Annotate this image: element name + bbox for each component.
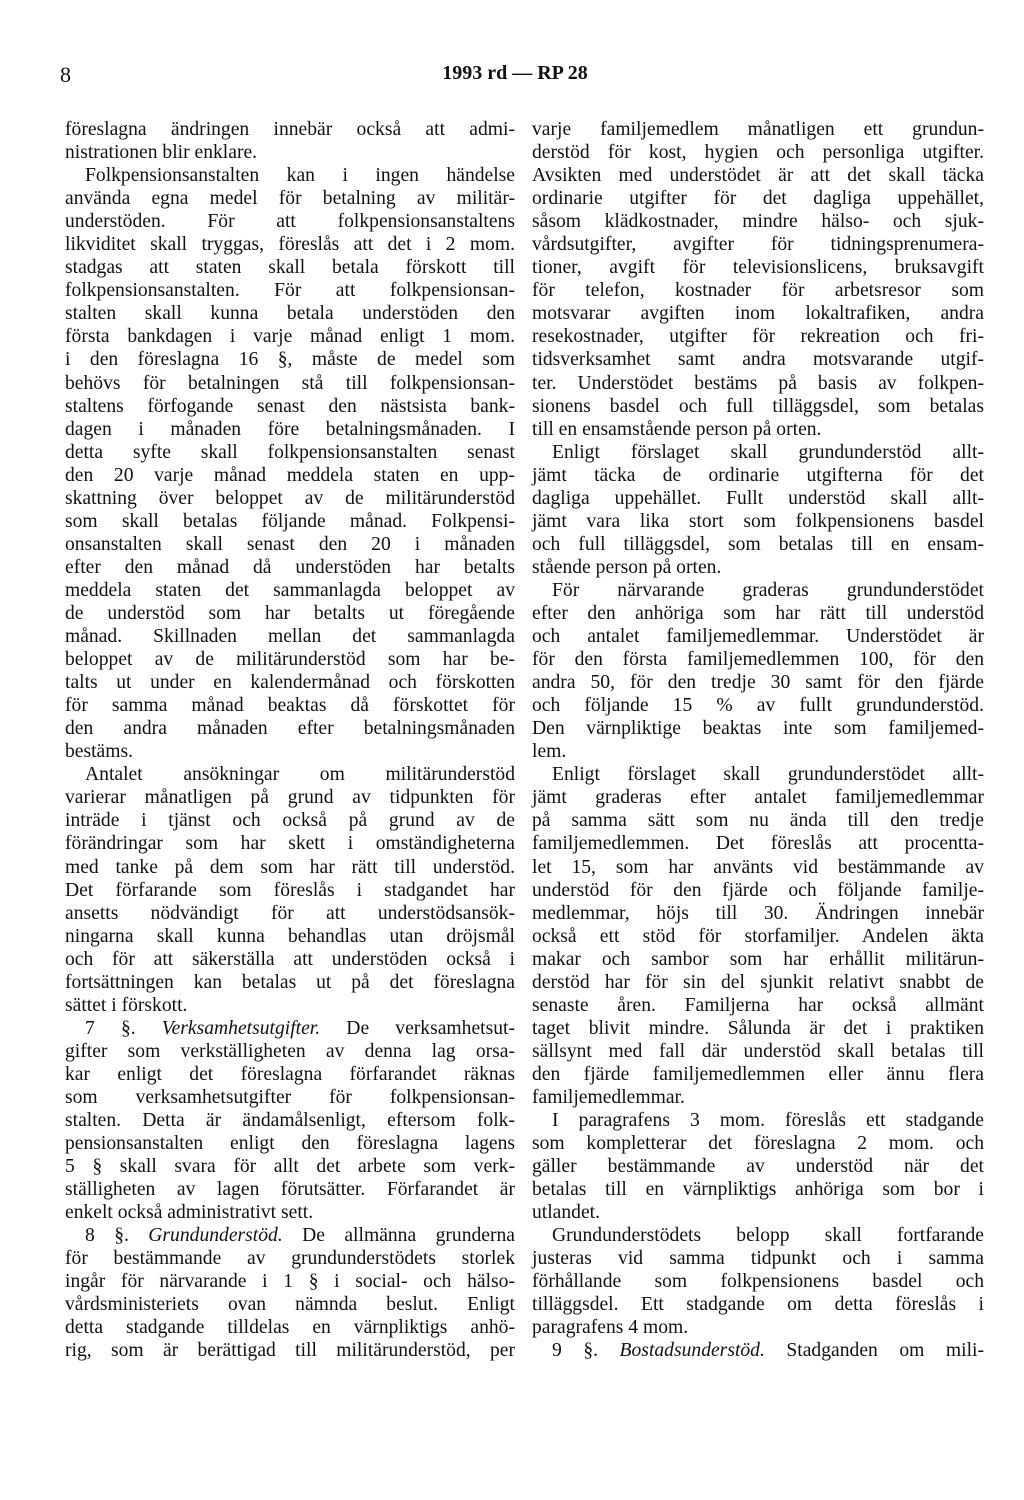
text-line: medlemmar, höjs till 30. Ändringen innebär (532, 902, 984, 924)
text-line: vårdsministeriets ovan nämnda beslut. Enligt (65, 1294, 515, 1316)
text-line: föreslagna ändringen innebär också att admi- (65, 119, 515, 140)
text-line: tidsverksamhet samt andra motsvarande utgif- (532, 349, 984, 371)
text-line: jämt graderas efter antalet familjemedlemmar (532, 787, 984, 809)
text-line: och full tilläggsdel, som betalas till en ensam- (532, 533, 984, 555)
text-line: sällsynt med fall där understöd skall betalas till (532, 1040, 984, 1062)
text-line: och följande 15 % av fullt grundunderstöd. (532, 695, 984, 717)
text-line: 5 § skall svara för allt det arbete som verk- (65, 1156, 515, 1178)
text-line: kar enligt det föreslagna förfarandet räknas (65, 1063, 515, 1085)
text-line: let 15, som har använts vid bestämmande av (532, 856, 984, 878)
text-line: familjemedlemmen. Det föreslås att procentta- (532, 833, 984, 855)
text-line: understöd för den fjärde och följande familje- (532, 879, 984, 901)
text-line: Den värnpliktige beaktas inte som familjemed- (532, 718, 984, 740)
text-line: staltens förfogande senast den nästsista bank- (65, 395, 515, 417)
text-line: gifter som verkställigheten av denna lag orsa- (65, 1040, 515, 1062)
text-line: understöden. För att folkpensionsanstaltens (65, 211, 515, 233)
text-line: till en ensamstående person på orten. (532, 418, 822, 440)
text-line: behövs för betalningen stå till folkpensionsan- (65, 372, 515, 394)
text-line: ansetts nödvändigt för att understödsansök- (65, 902, 515, 924)
text-line: efter den månad då understöden har betalts (65, 556, 515, 578)
text-line: derstöd har för sin del sjunkit relativt snabbt de (532, 971, 984, 993)
text-line: förhållande som folkpensionens basdel och (532, 1271, 984, 1293)
text-line: ställigheten av lagen förutsätter. Förfarandet är (65, 1179, 515, 1201)
text-line: rig, som är berättigad till militärunderstöd, per (65, 1340, 515, 1362)
text-line: justeras vid samma tidpunkt och i samma (532, 1248, 984, 1270)
text-line: den andra månaden efter betalningsmånaden (65, 718, 515, 740)
page-header (60, 62, 970, 92)
text-line: resekostnader, utgifter för rekreation och fri- (532, 326, 984, 348)
left-column (65, 118, 515, 1363)
text-line: detta stadgande tilldelas en värnpliktigs anhö- (65, 1317, 515, 1339)
text-line: gäller bestämmande av understöd när det (532, 1156, 984, 1178)
text-line: folkpensionsanstalten. För att folkpensionsan- (65, 280, 515, 302)
text-line: stalten. Detta är ändamålsenligt, eftersom folk- (65, 1110, 515, 1132)
text-line: Grundunderstödets belopp skall fortfarande (552, 1225, 984, 1247)
text-line: utlandet. (532, 1202, 601, 1224)
text-line: månad. Skillnaden mellan det sammanlagda (65, 626, 515, 648)
text-line: såsom klädkostnader, mindre hälso- och sjuk- (532, 211, 984, 233)
text-line: familjemedlemmar. (532, 1086, 685, 1108)
line-text: De verksamhetsut- (320, 1017, 515, 1039)
text-line: betalas till en värnpliktigs anhöriga som bor i (532, 1179, 984, 1201)
text-line: andra 50, för den tredje 30 samt för den fjärde (532, 672, 984, 694)
text-line: pensionsanstalten enligt den föreslagna lagens (65, 1133, 515, 1155)
text-line: i den föreslagna 16 §, måste de medel som (65, 349, 515, 371)
text-line: paragrafens 4 mom. (532, 1317, 689, 1339)
text-line: ordinarie utgifter för det dagliga uppehället, (532, 188, 984, 210)
text-line: sionens basdel och full tilläggsdel, som betalas (532, 395, 984, 417)
text-line: Enligt förslaget skall grundunderstödet allt- (552, 764, 984, 786)
section-number: 9 §. (552, 1340, 620, 1362)
section-heading: Grundunderstöd. (148, 1225, 283, 1247)
line-text: Stadganden om mili- (764, 1340, 984, 1362)
text-line: för telefon, kostnader för arbetsresor som (532, 280, 984, 302)
text-line: lem. (532, 741, 567, 763)
text-line: meddela staten det sammanlagda beloppet av (65, 579, 515, 601)
text-line: motsvarar avgiften inom lokaltrafiken, andra (532, 303, 984, 325)
text-line: fortsättningen kan betalas ut på det föreslagna (65, 971, 515, 993)
text-line: första bankdagen i varje månad enligt 1 mom. (65, 326, 515, 348)
running-head: 1993 rd — RP 28 (442, 62, 588, 84)
section-number: 8 §. (85, 1225, 149, 1247)
text-line: stalten skall kunna betala understöden den (65, 303, 515, 325)
text-line: förändringar som har skett i omständigheterna (65, 833, 515, 855)
text-line: ingår för närvarande i 1 § i social- och hälso- (65, 1271, 515, 1293)
text-line: som kompletterar det föreslagna 2 mom. och (532, 1133, 984, 1155)
text-line: taget blivit mindre. Sålunda är det i praktiken (532, 1017, 984, 1039)
text-line: enkelt också administrativt sett. (65, 1202, 314, 1224)
text-line: på samma sätt som nu ända till den tredje (532, 810, 984, 832)
line-text: De allmänna grunderna (282, 1225, 515, 1247)
text-line: vårdsutgifter, avgifter för tidningsprenumera- (532, 234, 984, 256)
section-number: 7 §. (85, 1017, 162, 1039)
text-line: som skall betalas följande månad. Folkpensi- (65, 510, 515, 532)
text-line: makar och sambor som har erhållit militärun- (532, 948, 984, 970)
text-line: och antalet familjemedlemmar. Understödet är (532, 626, 984, 648)
text-line: dagen i månaden före betalningsmånaden. I (65, 418, 515, 440)
text-line: beloppet av de militärunderstöd som har be- (65, 649, 515, 671)
text-line: likviditet skall tryggas, föreslås att det i 2 mom. (65, 234, 515, 256)
text-line: nistrationen blir enklare. (65, 142, 258, 164)
text-line: ningarna skall kunna behandlas utan dröjsmål (65, 925, 515, 947)
section-heading: Verksamhetsutgifter. (161, 1017, 321, 1039)
text-line: för bestämmande av grundunderstödets storlek (65, 1248, 515, 1270)
text-line: med tanke på dem som har rätt till understöd. (65, 856, 515, 878)
text-line: och för att säkerställa att understöden också i (65, 948, 515, 970)
text-line: jämt vara lika stort som folkpensionens basdel (532, 510, 984, 532)
text-line: den fjärde familjemedlemmen eller ännu flera (532, 1063, 984, 1085)
text-line: skattning över beloppet av de militärunderstöd (65, 487, 515, 509)
right-column (532, 118, 984, 1363)
text-line: de understöd som har betalts ut föregående (65, 602, 515, 624)
text-line: derstöd för kost, hygien och personliga utgifter. (532, 142, 984, 164)
text-line (65, 1224, 515, 1247)
text-line: I paragrafens 3 mom. föreslås ett stadgande (552, 1110, 984, 1132)
text-line: för samma månad beaktas då förskottet för (65, 695, 515, 717)
text-line: också ett stöd för storfamiljer. Andelen äkta (532, 925, 984, 947)
text-line: dagliga uppehället. Fullt understöd skall allt- (532, 487, 984, 509)
text-line: Antalet ansökningar om militärunderstöd (85, 764, 515, 786)
text-line: jämt täcka de ordinarie utgifterna för det (532, 464, 984, 486)
page-number: 8 (60, 62, 71, 87)
text-line: efter den anhöriga som har rätt till understöd (532, 602, 984, 624)
text-line: tioner, avgift för televisionslicens, bruksavgift (532, 257, 984, 279)
text-line: ter. Understödet bestäms på basis av folkpen- (532, 372, 984, 394)
text-line: bestäms. (65, 741, 134, 763)
text-line: tilläggsdel. Ett stadgande om detta föreslås i (532, 1294, 984, 1316)
text-line: Enligt förslaget skall grundunderstöd allt- (552, 441, 984, 463)
text-line: stående person på orten. (532, 556, 722, 578)
text-line: sättet i förskott. (65, 994, 188, 1016)
text-line: senaste åren. Familjerna har också allmänt (532, 994, 984, 1016)
text-line (65, 1017, 515, 1040)
text-line: För närvarande graderas grundunderstödet (552, 579, 984, 601)
text-line: varje familjemedlem månatligen ett grundun- (532, 119, 984, 140)
text-line: använda egna medel för betalning av militär- (65, 188, 515, 210)
text-line: Det förfarande som föreslås i stadgandet har (65, 879, 515, 901)
text-line: Folkpensionsanstalten kan i ingen händelse (85, 165, 515, 187)
text-line: Avsikten med understödet är att det skall täcka (532, 165, 984, 187)
text-line: onsanstalten skall senast den 20 i månaden (65, 533, 515, 555)
text-line: detta syfte skall folkpensionsanstalten senast (65, 441, 515, 463)
section-heading: Bostadsunderstöd. (619, 1340, 765, 1362)
text-line: för den första familjemedlemmen 100, för den (532, 649, 984, 671)
text-line: inträde i tjänst och också på grund av de (65, 810, 515, 832)
text-line: talts ut under en kalendermånad och förskotten (65, 672, 515, 694)
text-line (532, 1339, 984, 1362)
text-line: varierar månatligen på grund av tidpunkten för (65, 787, 515, 809)
text-line: stadgas att staten skall betala förskott till (65, 257, 515, 279)
text-line: som verksamhetsutgifter för folkpensionsan- (65, 1086, 515, 1108)
text-line: den 20 varje månad meddela staten en upp- (65, 464, 515, 486)
